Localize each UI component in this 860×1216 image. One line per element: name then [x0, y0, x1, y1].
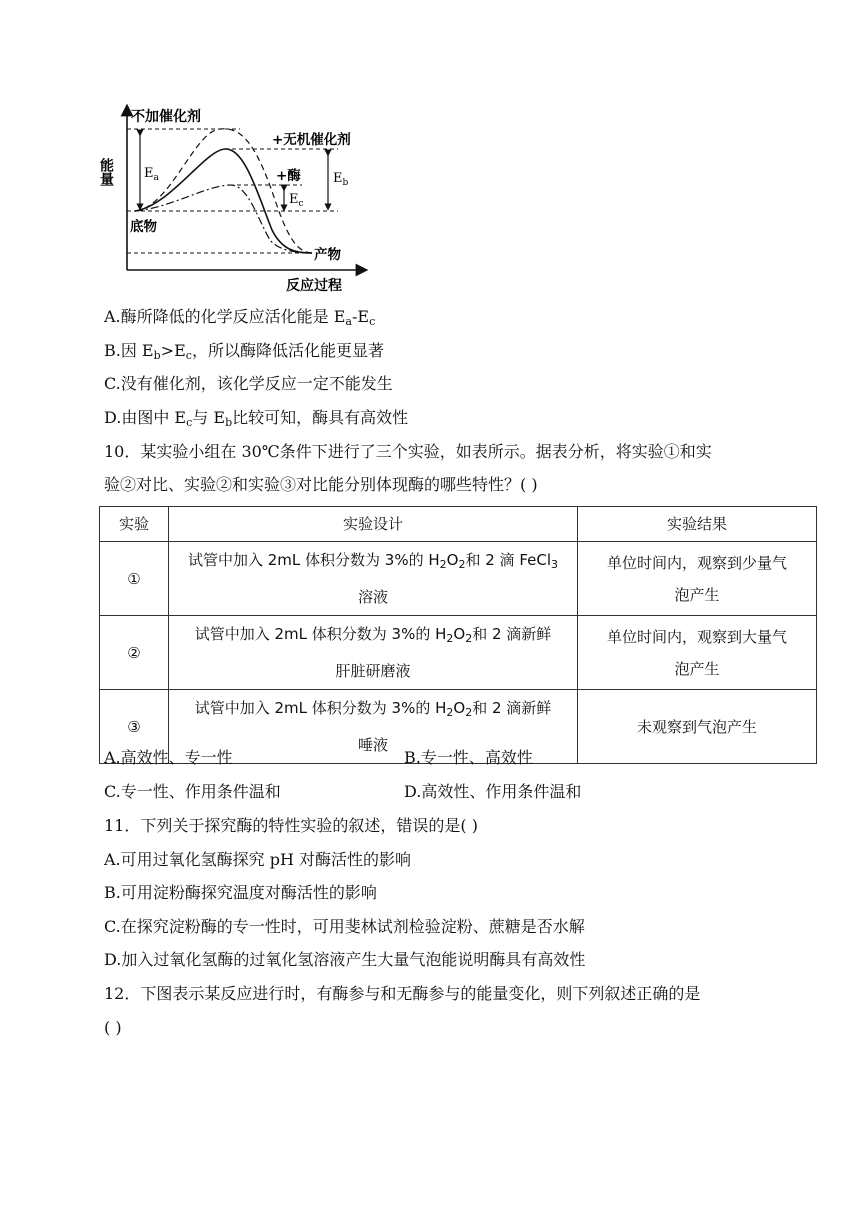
row-result: 单位时间内，观察到大量气 泡产生: [578, 616, 817, 690]
q10-option-b: B.专一性、高效性: [404, 748, 533, 767]
q10-option-a: A.高效性、专一性: [104, 748, 233, 767]
header-experiment: 实验: [100, 507, 169, 542]
row-result: 未观察到气泡产生: [578, 690, 817, 764]
table-header-row: [100, 507, 817, 542]
q10-option-c: C.专一性、作用条件温和: [104, 782, 281, 801]
header-result: 实验结果: [578, 507, 817, 542]
header-design: 实验设计: [169, 507, 578, 542]
row-design: 试管中加入 2mL 体积分数为 3%的 $H_2O_2$和 2 滴 FeCl$_3$ 溶液: [169, 542, 578, 616]
q12-stem-line2: ( ): [104, 1018, 122, 1037]
q11-stem: 11．下列关于探究酶的特性实验的叙述，错误的是( ): [104, 816, 478, 835]
q11-option-c: C.在探究淀粉酶的专一性时，可用斐林试剂检验淀粉、蔗糖是否水解: [104, 917, 585, 936]
label-inorganic: +无机催化剂: [272, 132, 351, 148]
label-no-catalyst: 不加催化剂: [131, 109, 201, 125]
q9-option-a: A.酶所降低的化学反应活化能是 $E_a-E_c$: [104, 307, 376, 328]
label-ea: $E_a$: [144, 166, 159, 183]
q11-option-a: A.可用过氧化氢酶探究 pH 对酶活性的影响: [104, 850, 412, 869]
table-row: [100, 616, 817, 690]
label-ec: $E_c$: [289, 192, 304, 209]
energy-diagram: [100, 100, 370, 300]
q10-stem-line2: 验②对比、实验②和实验③对比能分别体现酶的哪些特性？( ): [104, 475, 538, 494]
q11-option-b: B.可用淀粉酶探究温度对酶活性的影响: [104, 883, 377, 902]
row-design: 试管中加入 2mL 体积分数为 3%的 $H_2O_2$和 2 滴新鲜 肝脏研磨液: [169, 616, 578, 690]
curve-inorganic: [135, 149, 312, 253]
q9-option-c: C.没有催化剂，该化学反应一定不能发生: [104, 374, 393, 393]
q10-option-d: D.高效性、作用条件温和: [404, 782, 582, 801]
label-eb: $E_b$: [333, 171, 349, 188]
row-id: ①: [100, 542, 169, 616]
experiment-table: [99, 506, 817, 764]
label-y-axis: 能量: [98, 158, 114, 186]
label-substrate: 底物: [130, 219, 157, 235]
q12-stem-line1: 12．下图表示某反应进行时，有酶参与和无酶参与的能量变化，则下列叙述正确的是: [104, 984, 701, 1003]
label-product: 产物: [314, 247, 341, 263]
q11-option-d: D.加入过氧化氢酶的过氧化氢溶液产生大量气泡能说明酶具有高效性: [104, 950, 586, 969]
q9-option-d: D.由图中 $E_c$与 $E_b$比较可知，酶具有高效性: [104, 408, 409, 429]
label-x-axis: 反应过程: [286, 278, 342, 294]
row-design: 试管中加入 2mL 体积分数为 3%的 $H_2O_2$和 2 滴新鲜 唾液: [169, 690, 578, 764]
table-row: [100, 542, 817, 616]
energy-diagram-svg: [100, 100, 370, 300]
row-result: 单位时间内，观察到少量气 泡产生: [578, 542, 817, 616]
q10-stem-line1: 10．某实验小组在 30℃条件下进行了三个实验，如表所示。据表分析，将实验①和实: [104, 442, 712, 461]
row-id: ②: [100, 616, 169, 690]
label-enzyme: +酶: [276, 168, 301, 184]
q9-option-b: B.因 $E_b>E_c$，所以酶降低活化能更显著: [104, 341, 384, 362]
row-id: ③: [100, 690, 169, 764]
